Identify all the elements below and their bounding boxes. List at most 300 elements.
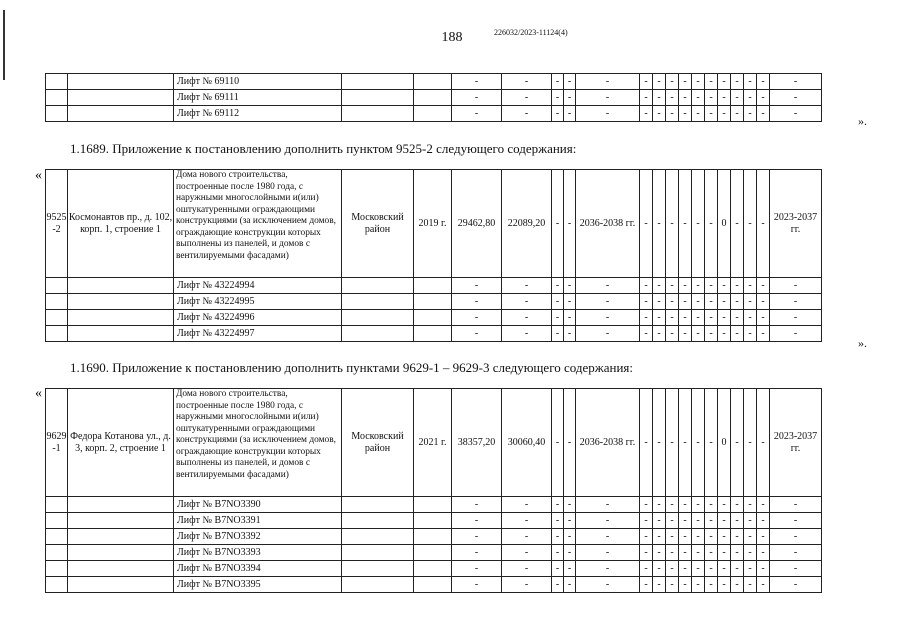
dash-cell: - [731,294,744,310]
lift-label: Лифт № 43224995 [174,294,342,310]
address: Федора Котанова ул., д. 3, корп. 2, строение 1 [68,389,174,497]
dash-cell: - [757,278,770,294]
dash-cell: - [718,106,731,122]
empty-cell [46,577,68,593]
dash-cell: - [705,326,718,342]
table-9629-1 [45,388,822,593]
dash-cell: - [452,513,502,529]
dash-cell: - [718,513,731,529]
item-number: 9629 -1 [46,389,68,497]
build-year: 2021 г. [414,389,452,497]
dash-cell: - [731,389,744,497]
lift-row [46,90,822,106]
lift-row [46,577,822,593]
dash-cell: - [576,90,640,106]
lift-label: Лифт № B7NO3390 [174,497,342,513]
dash-cell: - [653,513,666,529]
district: Московский район [342,389,414,497]
dash-cell: - [744,106,757,122]
zero-cell: 0 [718,170,731,278]
opening-quote: « [35,386,42,401]
dash-cell: - [731,106,744,122]
dash-cell: - [757,106,770,122]
dash-cell: - [757,497,770,513]
empty-cell [414,278,452,294]
house-row [46,170,822,278]
empty-cell [342,326,414,342]
table-continuation [45,73,822,122]
dash-cell: - [564,529,576,545]
dash-cell: - [564,310,576,326]
empty-cell [68,561,174,577]
dash-cell: - [552,513,564,529]
dash-cell: - [666,106,679,122]
lift-label: Лифт № 43224997 [174,326,342,342]
dash-cell: - [502,513,552,529]
dash-cell: - [552,545,564,561]
empty-cell [342,529,414,545]
dash-cell: - [452,74,502,90]
dash-cell: - [679,529,692,545]
dash-cell: - [653,577,666,593]
dash-cell: - [744,497,757,513]
dash-cell: - [679,561,692,577]
dash-cell: - [731,513,744,529]
dash-cell: - [666,326,679,342]
dash-cell: - [666,294,679,310]
dash-cell: - [770,106,822,122]
dash-cell: - [576,294,640,310]
table-9525-2 [45,169,822,342]
empty-cell [46,561,68,577]
dash-cell: - [640,577,653,593]
dash-cell: - [502,106,552,122]
dash-cell: - [757,326,770,342]
empty-cell [414,294,452,310]
empty-cell [342,106,414,122]
empty-cell [68,529,174,545]
dash-cell: - [666,90,679,106]
dash-cell: - [705,170,718,278]
dash-cell: - [653,561,666,577]
dash-cell: - [564,561,576,577]
house-row [46,389,822,497]
dash-cell: - [770,513,822,529]
dash-cell: - [552,389,564,497]
empty-cell [342,294,414,310]
empty-cell [342,513,414,529]
repair-period: 2036-2038 гг. [576,170,640,278]
empty-cell [342,545,414,561]
dash-cell: - [502,278,552,294]
dash-cell: - [653,106,666,122]
dash-cell: - [653,529,666,545]
empty-cell [414,106,452,122]
dash-cell: - [770,90,822,106]
empty-cell [46,310,68,326]
empty-cell [46,497,68,513]
dash-cell: - [731,561,744,577]
dash-cell: - [564,106,576,122]
item-number: 9525 -2 [46,170,68,278]
dash-cell: - [653,74,666,90]
dash-cell: - [502,326,552,342]
dash-cell: - [564,90,576,106]
lift-label: Лифт № 69112 [174,106,342,122]
dash-cell: - [679,106,692,122]
empty-cell [414,529,452,545]
dash-cell: - [744,170,757,278]
house-description: Дома нового строительства, построенные после 1980 года, с наружными многослойными и(или) оштукатуренными ограждающими конструкциями (за исключением домов, ограждающие конструкции которых выполнены из панелей, и домов с вентилируемыми фасадами) [174,389,342,497]
dash-cell: - [770,497,822,513]
dash-cell: - [679,74,692,90]
dash-cell: - [666,310,679,326]
dash-cell: - [452,326,502,342]
dash-cell: - [552,294,564,310]
dash-cell: - [640,513,653,529]
dash-cell: - [640,74,653,90]
dash-cell: - [757,561,770,577]
dash-cell: - [564,294,576,310]
repair-period: 2036-2038 гг. [576,389,640,497]
empty-cell [414,545,452,561]
dash-cell: - [666,561,679,577]
dash-cell: - [692,497,705,513]
dash-cell: - [576,497,640,513]
dash-cell: - [692,545,705,561]
dash-cell: - [552,497,564,513]
dash-cell: - [731,326,744,342]
dash-cell: - [640,545,653,561]
dash-cell: - [770,294,822,310]
dash-cell: - [705,561,718,577]
empty-cell [414,561,452,577]
dash-cell: - [576,545,640,561]
lift-row [46,294,822,310]
dash-cell: - [692,294,705,310]
dash-cell: - [653,278,666,294]
dash-cell: - [552,577,564,593]
dash-cell: - [718,74,731,90]
dash-cell: - [718,310,731,326]
dash-cell: - [770,74,822,90]
dash-cell: - [564,497,576,513]
lift-row [46,74,822,90]
dash-cell: - [502,310,552,326]
dash-cell: - [653,170,666,278]
dash-cell: - [692,74,705,90]
dash-cell: - [770,577,822,593]
dash-cell: - [653,90,666,106]
dash-cell: - [718,577,731,593]
dash-cell: - [666,170,679,278]
dash-cell: - [564,577,576,593]
dash-cell: - [576,74,640,90]
dash-cell: - [576,278,640,294]
dash-cell: - [757,577,770,593]
empty-cell [342,577,414,593]
dash-cell: - [679,278,692,294]
lift-row [46,545,822,561]
empty-cell [46,74,68,90]
lift-label: Лифт № 69111 [174,90,342,106]
empty-cell [342,497,414,513]
dash-cell: - [731,170,744,278]
living-area: 22089,20 [502,170,552,278]
lift-row [46,513,822,529]
dash-cell: - [705,90,718,106]
dash-cell: - [640,497,653,513]
section-heading-1689: 1.1689. Приложение к постановлению дополнить пунктом 9525-2 следующего содержания: [70,141,577,156]
empty-cell [414,577,452,593]
dash-cell: - [666,513,679,529]
dash-cell: - [552,310,564,326]
page-number: 188 [441,30,463,45]
dash-cell: - [653,326,666,342]
dash-cell: - [653,294,666,310]
dash-cell: - [640,170,653,278]
dash-cell: - [502,577,552,593]
zero-cell: 0 [718,389,731,497]
dash-cell: - [679,513,692,529]
total-area: 38357,20 [452,389,502,497]
dash-cell: - [705,529,718,545]
district: Московский район [342,170,414,278]
empty-cell [46,294,68,310]
dash-cell: - [731,74,744,90]
dash-cell: - [576,326,640,342]
dash-cell: - [679,90,692,106]
dash-cell: - [452,561,502,577]
total-area: 29462,80 [452,170,502,278]
dash-cell: - [705,577,718,593]
lift-row [46,497,822,513]
dash-cell: - [653,545,666,561]
dash-cell: - [564,513,576,529]
dash-cell: - [552,170,564,278]
dash-cell: - [576,577,640,593]
dash-cell: - [640,561,653,577]
empty-cell [414,90,452,106]
dash-cell: - [502,294,552,310]
dash-cell: - [705,278,718,294]
dash-cell: - [757,294,770,310]
dash-cell: - [757,74,770,90]
dash-cell: - [576,561,640,577]
lift-label: Лифт № 43224996 [174,310,342,326]
dash-cell: - [640,106,653,122]
empty-cell [414,513,452,529]
dash-cell: - [502,74,552,90]
dash-cell: - [552,74,564,90]
dash-cell: - [731,545,744,561]
dash-cell: - [705,545,718,561]
dash-cell: - [502,561,552,577]
dash-cell: - [452,529,502,545]
dash-cell: - [679,577,692,593]
empty-cell [46,90,68,106]
dash-cell: - [552,106,564,122]
dash-cell: - [744,74,757,90]
dash-cell: - [744,310,757,326]
dash-cell: - [718,90,731,106]
dash-cell: - [502,90,552,106]
lift-label: Лифт № 69110 [174,74,342,90]
dash-cell: - [744,90,757,106]
dash-cell: - [744,577,757,593]
dash-cell: - [653,310,666,326]
dash-cell: - [770,529,822,545]
dash-cell: - [718,294,731,310]
dash-cell: - [502,529,552,545]
dash-cell: - [653,497,666,513]
dash-cell: - [705,513,718,529]
dash-cell: - [452,106,502,122]
dash-cell: - [552,326,564,342]
address: Космонавтов пр., д. 102, корп. 1, строение 1 [68,170,174,278]
lift-label: Лифт № B7NO3391 [174,513,342,529]
dash-cell: - [452,497,502,513]
dash-cell: - [564,74,576,90]
dash-cell: - [576,529,640,545]
dash-cell: - [744,561,757,577]
dash-cell: - [757,170,770,278]
dash-cell: - [452,310,502,326]
empty-cell [414,326,452,342]
dash-cell: - [666,497,679,513]
lift-row [46,106,822,122]
empty-cell [414,497,452,513]
dash-cell: - [770,310,822,326]
empty-cell [342,561,414,577]
dash-cell: - [744,545,757,561]
empty-cell [68,310,174,326]
dash-cell: - [692,389,705,497]
empty-cell [68,74,174,90]
lift-row [46,326,822,342]
closing-quote: ». [858,336,867,350]
dash-cell: - [744,513,757,529]
empty-cell [68,577,174,593]
dash-cell: - [718,326,731,342]
empty-cell [46,529,68,545]
empty-cell [342,90,414,106]
dash-cell: - [640,529,653,545]
dash-cell: - [705,106,718,122]
lift-label: Лифт № B7NO3393 [174,545,342,561]
empty-cell [342,278,414,294]
dash-cell: - [679,389,692,497]
dash-cell: - [705,389,718,497]
empty-cell [46,545,68,561]
dash-cell: - [653,389,666,497]
lift-row [46,310,822,326]
dash-cell: - [692,577,705,593]
dash-cell: - [705,294,718,310]
lift-row [46,278,822,294]
dash-cell: - [452,545,502,561]
dash-cell: - [564,170,576,278]
closing-quote: ». [858,114,867,128]
dash-cell: - [692,278,705,294]
dash-cell: - [640,310,653,326]
dash-cell: - [757,389,770,497]
dash-cell: - [640,326,653,342]
dash-cell: - [452,294,502,310]
dash-cell: - [552,561,564,577]
dash-cell: - [564,389,576,497]
dash-cell: - [731,497,744,513]
dash-cell: - [757,513,770,529]
build-year: 2019 г. [414,170,452,278]
dash-cell: - [731,529,744,545]
dash-cell: - [770,326,822,342]
dash-cell: - [770,545,822,561]
dash-cell: - [564,545,576,561]
dash-cell: - [640,294,653,310]
lift-row [46,529,822,545]
dash-cell: - [452,90,502,106]
dash-cell: - [692,310,705,326]
dash-cell: - [640,389,653,497]
living-area: 30060,40 [502,389,552,497]
dash-cell: - [552,278,564,294]
house-description: Дома нового строительства, построенные после 1980 года, с наружными многослойными и(или) оштукатуренными ограждающими конструкциями (за исключением домов, ограждающие конструкции которых выполнены из панелей, и домов с вентилируемыми фасадами) [174,170,342,278]
empty-cell [342,310,414,326]
dash-cell: - [757,90,770,106]
dash-cell: - [564,278,576,294]
dash-cell: - [692,90,705,106]
dash-cell: - [731,90,744,106]
dash-cell: - [640,90,653,106]
dash-cell: - [666,577,679,593]
dash-cell: - [552,529,564,545]
dash-cell: - [705,310,718,326]
lift-row [46,561,822,577]
lift-label: Лифт № B7NO3395 [174,577,342,593]
dash-cell: - [576,513,640,529]
dash-cell: - [666,389,679,497]
dash-cell: - [692,513,705,529]
dash-cell: - [692,170,705,278]
empty-cell [68,106,174,122]
lift-label: Лифт № B7NO3392 [174,529,342,545]
dash-cell: - [552,90,564,106]
dash-cell: - [718,545,731,561]
dash-cell: - [692,561,705,577]
dash-cell: - [757,529,770,545]
opening-quote: « [35,168,42,183]
dash-cell: - [718,529,731,545]
lift-label: Лифт № 43224994 [174,278,342,294]
dash-cell: - [666,74,679,90]
dash-cell: - [744,389,757,497]
dash-cell: - [718,561,731,577]
dash-cell: - [679,326,692,342]
dash-cell: - [692,106,705,122]
dash-cell: - [731,310,744,326]
empty-cell [68,90,174,106]
dash-cell: - [705,497,718,513]
empty-cell [68,278,174,294]
dash-cell: - [640,278,653,294]
empty-cell [414,310,452,326]
empty-cell [46,106,68,122]
empty-cell [46,513,68,529]
empty-cell [68,513,174,529]
empty-cell [68,294,174,310]
dash-cell: - [770,561,822,577]
